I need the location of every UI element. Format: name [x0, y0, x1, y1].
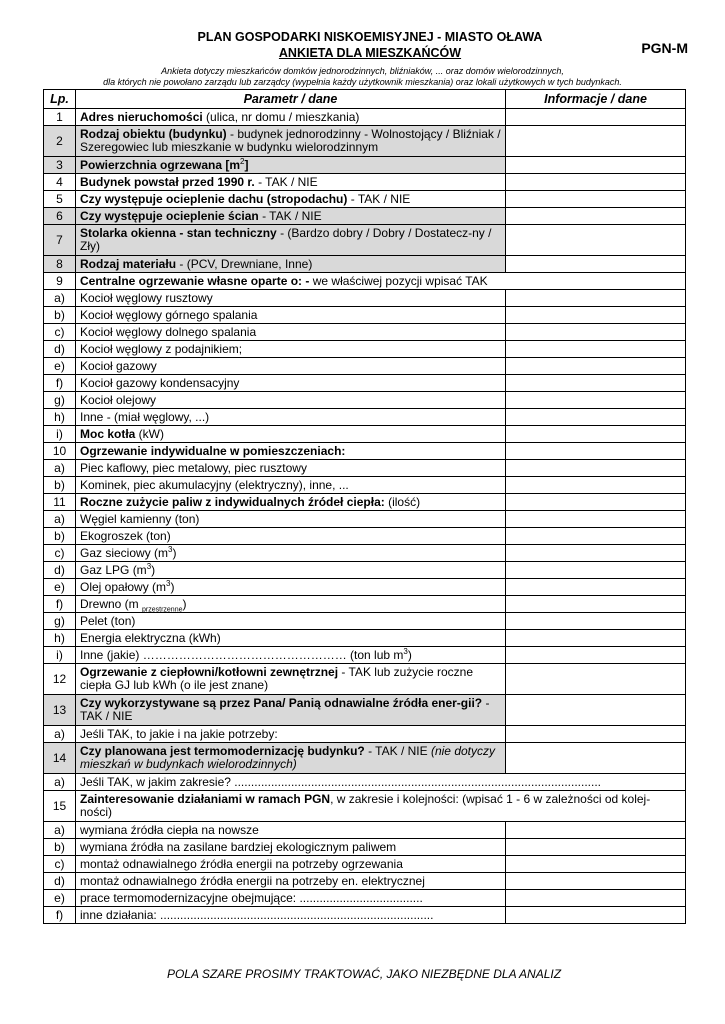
table-row — [44, 341, 686, 358]
parameter-text: Kocioł gazowy kondensacyjny — [80, 375, 240, 390]
parameter-bold-text: Moc kotła — [80, 426, 136, 441]
row-number: 3 — [44, 157, 76, 174]
row-number: h) — [44, 409, 76, 426]
table-row — [44, 873, 686, 890]
parameter-bold-text: Ogrzewanie indywidualne w pomieszczeniach: — [80, 443, 346, 458]
answer-cell[interactable] — [506, 562, 686, 579]
row-parameter — [76, 647, 506, 664]
row-parameter — [76, 191, 506, 208]
survey-body — [44, 109, 686, 924]
parameter-bold-text: Centralne ogrzewanie własne oparte o: - — [80, 273, 310, 288]
table-row — [44, 256, 686, 273]
table-row — [44, 528, 686, 545]
parameter-text: Olej opałowy (m — [80, 579, 167, 594]
answer-cell[interactable] — [506, 256, 686, 273]
row-number: g) — [44, 613, 76, 630]
parameter-text: wymiana źródła ciepła na nowsze — [80, 822, 259, 837]
table-row — [44, 273, 686, 290]
row-parameter — [76, 341, 506, 358]
row-number: b) — [44, 839, 76, 856]
parameter-bold-text: Roczne zużycie paliw z indywidualnych źródeł ciepła: — [80, 494, 385, 509]
parameter-text: wymiana źródła na zasilane bardziej ekologicznym paliwem — [80, 839, 397, 854]
row-parameter — [76, 630, 506, 647]
table-row — [44, 109, 686, 126]
parameter-text: ) — [407, 647, 412, 662]
table-row — [44, 426, 686, 443]
answer-cell[interactable] — [506, 630, 686, 647]
row-number: e) — [44, 579, 76, 596]
parameter-bold-text: Rodzaj materiału — [80, 256, 177, 271]
parameter-bold-text: Stolarka okienna - stan techniczny — [80, 226, 277, 240]
answer-cell[interactable] — [506, 545, 686, 562]
answer-cell[interactable] — [506, 579, 686, 596]
row-parameter — [76, 109, 506, 126]
note-line-1: Ankieta dotyczy mieszkańców domków jednorodzinnych, bliźniaków, ... oraz domów wielorodzinnych, — [161, 66, 564, 76]
answer-cell[interactable] — [506, 511, 686, 528]
row-parameter — [76, 256, 506, 273]
answer-cell[interactable] — [506, 477, 686, 494]
row-number: 6 — [44, 208, 76, 225]
row-parameter — [76, 528, 506, 545]
parameter-text: inne działania: .................................................................................. — [80, 907, 434, 922]
answer-cell[interactable] — [506, 664, 686, 695]
parameter-text: Energia elektryczna (kWh) — [80, 630, 221, 645]
parameter-text: (ulica, nr domu / mieszkania) — [202, 109, 360, 124]
table-row — [44, 443, 686, 460]
row-number: c) — [44, 856, 76, 873]
row-parameter — [76, 443, 506, 460]
row-number: c) — [44, 324, 76, 341]
row-number: 12 — [44, 664, 76, 695]
answer-cell[interactable] — [506, 822, 686, 839]
row-parameter — [76, 358, 506, 375]
answer-cell[interactable] — [506, 208, 686, 225]
answer-cell[interactable] — [506, 695, 686, 726]
parameter-text: montaż odnawialnego źródła energii na potrzeby en. elektrycznej — [80, 873, 425, 888]
parameter-text: Gaz LPG (m — [80, 562, 147, 577]
parameter-text: Jeśli TAK, to jakie i na jakie potrzeby: — [80, 726, 278, 741]
parameter-text: Kocioł węglowy rusztowy — [80, 290, 213, 305]
row-number: e) — [44, 358, 76, 375]
row-number: a) — [44, 726, 76, 743]
row-parameter — [76, 907, 506, 924]
table-row — [44, 225, 686, 256]
parameter-text: we właściwej pozycji wpisać TAK — [309, 273, 488, 288]
answer-cell[interactable] — [506, 528, 686, 545]
parameter-text: - (PCV, Drewniane, Inne) — [176, 256, 313, 271]
table-row — [44, 157, 686, 174]
row-number: i) — [44, 647, 76, 664]
row-number: a) — [44, 290, 76, 307]
table-row — [44, 494, 686, 511]
row-parameter — [76, 392, 506, 409]
table-row — [44, 743, 686, 774]
superscript: 3 — [166, 578, 171, 588]
parameter-text: (kW) — [135, 426, 164, 441]
row-number: 9 — [44, 273, 76, 290]
parameter-italic-text: (nie dotyczy mieszkań w budynkach wielorodzinnych) — [80, 744, 495, 771]
row-parameter — [76, 375, 506, 392]
parameter-text: ) — [151, 562, 156, 577]
parameter-bold-text: Ogrzewanie z ciepłowni/kotłowni zewnętrznej — [80, 665, 339, 679]
form-code: PGN-M — [641, 40, 688, 56]
row-parameter — [76, 545, 506, 562]
parameter-text: - TAK / NIE — [258, 208, 322, 223]
table-row — [44, 726, 686, 743]
row-parameter — [76, 307, 506, 324]
table-row — [44, 907, 686, 924]
table-row — [44, 856, 686, 873]
table-row — [44, 822, 686, 839]
answer-cell[interactable] — [506, 157, 686, 174]
row-parameter — [76, 324, 506, 341]
row-parameter — [76, 273, 686, 290]
row-number: d) — [44, 562, 76, 579]
parameter-text: Węgiel kamienny (ton) — [80, 511, 200, 526]
parameter-text: Kocioł węglowy dolnego spalania — [80, 324, 257, 339]
table-row — [44, 392, 686, 409]
row-parameter — [76, 596, 506, 613]
table-row — [44, 630, 686, 647]
row-parameter — [76, 511, 506, 528]
row-parameter — [76, 873, 506, 890]
answer-cell[interactable] — [506, 392, 686, 409]
row-parameter — [76, 562, 506, 579]
row-parameter — [76, 664, 506, 695]
row-parameter — [76, 290, 506, 307]
row-number: e) — [44, 890, 76, 907]
parameter-text: Kocioł olejowy — [80, 392, 157, 407]
row-parameter — [76, 613, 506, 630]
row-parameter — [76, 494, 506, 511]
row-number: c) — [44, 545, 76, 562]
row-number: h) — [44, 630, 76, 647]
superscript: 3 — [146, 561, 152, 571]
row-parameter — [76, 208, 506, 225]
subscript: przestrzenne — [142, 605, 183, 613]
parameter-text: Kocioł węglowy górnego spalania — [80, 307, 258, 322]
row-number: b) — [44, 528, 76, 545]
table-row — [44, 562, 686, 579]
row-number: a) — [44, 460, 76, 477]
parameter-text: Jeśli TAK, w jakim zakresie? .............................................................................................................. — [80, 774, 602, 789]
table-row — [44, 839, 686, 856]
row-parameter — [76, 822, 506, 839]
parameter-text: ) — [172, 545, 177, 560]
parameter-text: Kocioł gazowy — [80, 358, 157, 373]
answer-cell[interactable] — [506, 375, 686, 392]
table-row — [44, 307, 686, 324]
superscript: 3 — [168, 544, 173, 554]
answer-cell[interactable] — [506, 358, 686, 375]
row-number: 5 — [44, 191, 76, 208]
row-number: f) — [44, 596, 76, 613]
row-number: i) — [44, 426, 76, 443]
parameter-text: (ilość) — [384, 494, 421, 509]
answer-cell[interactable] — [506, 225, 686, 256]
row-parameter — [76, 695, 506, 726]
parameter-text: Inne - (miał węglowy, ...) — [80, 409, 210, 424]
row-parameter — [76, 856, 506, 873]
table-row — [44, 511, 686, 528]
answer-cell[interactable] — [506, 873, 686, 890]
row-parameter — [76, 225, 506, 256]
row-parameter — [76, 174, 506, 191]
row-parameter — [76, 791, 686, 822]
parameter-text: - (Bardzo dobry / Dobry / Dostatecz-ny / Zły) — [80, 226, 492, 253]
row-number: f) — [44, 907, 76, 924]
row-parameter — [76, 743, 506, 774]
table-row — [44, 358, 686, 375]
answer-cell[interactable] — [506, 290, 686, 307]
parameter-text: Pelet (ton) — [80, 613, 136, 628]
answer-cell[interactable] — [506, 460, 686, 477]
parameter-text: Inne (jakie) …………………………………………… (ton lub m — [80, 647, 404, 662]
parameter-bold-text: Czy planowana jest termomodernizację budynku? — [80, 744, 365, 758]
answer-cell[interactable] — [506, 890, 686, 907]
parameter-text: prace termomodernizacyjne obejmujące: ..................................... — [80, 890, 423, 905]
footer-note: POLA SZARE PROSIMY TRAKTOWAĆ, JAKO NIEZBĘDNE DLA ANALIZ — [166, 967, 562, 981]
answer-cell[interactable] — [506, 324, 686, 341]
row-number: a) — [44, 822, 76, 839]
answer-cell[interactable] — [506, 647, 686, 664]
table-row — [44, 664, 686, 695]
answer-cell[interactable] — [506, 443, 686, 460]
parameter-text: Kominek, piec akumulacyjny (elektryczny), inne, ... — [80, 477, 349, 492]
row-number: 13 — [44, 695, 76, 726]
parameter-text: Drewno (m — [80, 596, 143, 611]
answer-cell[interactable] — [506, 426, 686, 443]
survey-table — [43, 89, 686, 924]
row-number: 14 — [44, 743, 76, 774]
row-number: 8 — [44, 256, 76, 273]
table-row — [44, 126, 686, 157]
table-row — [44, 324, 686, 341]
table-row — [44, 208, 686, 225]
row-number: f) — [44, 375, 76, 392]
row-parameter — [76, 460, 506, 477]
parameter-bold-text: Czy występuje ocieplenie dachu (stropodachu) — [80, 191, 348, 206]
superscript: 3 — [403, 646, 408, 656]
row-number: a) — [44, 511, 76, 528]
table-row — [44, 174, 686, 191]
table-row — [44, 774, 686, 791]
parameter-text: - TAK / NIE — [254, 174, 318, 189]
parameter-text: - TAK / NIE — [364, 744, 431, 758]
answer-cell[interactable] — [506, 126, 686, 157]
parameter-text: Gaz sieciowy (m — [80, 545, 169, 560]
parameter-text: Piec kaflowy, piec metalowy, piec rusztowy — [80, 460, 307, 475]
row-number: b) — [44, 477, 76, 494]
row-number: 11 — [44, 494, 76, 511]
row-number: 15 — [44, 791, 76, 822]
answer-cell[interactable] — [506, 743, 686, 774]
row-number: a) — [44, 774, 76, 791]
answer-cell[interactable] — [506, 191, 686, 208]
table-row — [44, 613, 686, 630]
parameter-text: , w zakresie i kolejności: (wpisać 1 - 6 w zależności od kolej-ności) — [80, 792, 651, 819]
parameter-bold-text: Czy wykorzystywane są przez Pana/ Panią odnawialne źródła ener-gii? — [80, 696, 483, 710]
table-row — [44, 290, 686, 307]
row-number: 2 — [44, 126, 76, 157]
row-parameter — [76, 774, 686, 791]
parameter-bold-text: Adres nieruchomości — [80, 109, 203, 124]
row-number: 7 — [44, 225, 76, 256]
parameter-text: - TAK / NIE — [347, 191, 411, 206]
table-row — [44, 791, 686, 822]
answer-cell[interactable] — [506, 856, 686, 873]
answer-cell[interactable] — [506, 494, 686, 511]
parameter-text: ) — [182, 596, 187, 611]
table-row — [44, 596, 686, 613]
parameter-text: Ekogroszek (ton) — [80, 528, 171, 543]
parameter-bold-text: Powierzchnia ogrzewana [m — [80, 157, 241, 172]
parameter-bold-text: Zainteresowanie działaniami w ramach PGN — [80, 792, 331, 806]
table-row — [44, 579, 686, 596]
superscript: 2 — [240, 156, 245, 166]
document-subtitle: ANKIETA DLA MIESZKAŃCÓW — [278, 46, 462, 60]
parameter-bold-text: Budynek powstał przed 1990 r. — [80, 174, 255, 189]
answer-cell[interactable] — [506, 341, 686, 358]
answer-cell[interactable] — [506, 109, 686, 126]
answer-cell[interactable] — [506, 726, 686, 743]
table-row — [44, 545, 686, 562]
parameter-text: montaż odnawialnego źródła energii na potrzeby ogrzewania — [80, 856, 403, 871]
row-parameter — [76, 426, 506, 443]
table-row — [44, 647, 686, 664]
note-line-2: dla których nie powołano zarządu lub zarządcy (wypełnia każdy użytkownik mieszkania) oraz lokali użytkowych w tych budynkach. — [103, 77, 622, 87]
row-number: b) — [44, 307, 76, 324]
row-parameter — [76, 126, 506, 157]
row-number: g) — [44, 392, 76, 409]
parameter-text: - budynek jednorodzinny - Wolnostojący / Bliźniak / Szeregowiec lub mieszkanie w budynku wielorodzinnym — [80, 127, 501, 154]
parameter-bold-text: Rodzaj obiektu (budynku) — [80, 127, 227, 141]
table-header-row — [44, 90, 686, 109]
row-parameter — [76, 477, 506, 494]
parameter-text: Kocioł węglowy z podajnikiem; — [80, 341, 243, 356]
column-header-lp: Lp. — [44, 90, 76, 109]
column-header-param: Parametr / dane — [76, 90, 506, 109]
parameter-text: - TAK lub zużycie roczne ciepła GJ lub kWh (o ile jest znane) — [80, 665, 473, 692]
row-number: d) — [44, 341, 76, 358]
row-number: 10 — [44, 443, 76, 460]
document-title: PLAN GOSPODARKI NISKOEMISYJNEJ - MIASTO OŁAWA — [197, 30, 543, 44]
table-row — [44, 477, 686, 494]
table-row — [44, 409, 686, 426]
answer-cell[interactable] — [506, 174, 686, 191]
table-row — [44, 191, 686, 208]
parameter-text: ) — [170, 579, 175, 594]
table-row — [44, 695, 686, 726]
parameter-text: - TAK / NIE — [80, 696, 490, 723]
row-parameter — [76, 839, 506, 856]
answer-cell[interactable] — [506, 307, 686, 324]
table-row — [44, 375, 686, 392]
parameter-bold-text: ] — [244, 157, 249, 172]
row-parameter — [76, 890, 506, 907]
answer-cell[interactable] — [506, 907, 686, 924]
answer-cell[interactable] — [506, 839, 686, 856]
parameter-bold-text: Czy występuje ocieplenie ścian — [80, 208, 259, 223]
row-parameter — [76, 579, 506, 596]
row-number: 4 — [44, 174, 76, 191]
table-row — [44, 890, 686, 907]
row-number: d) — [44, 873, 76, 890]
row-parameter — [76, 157, 506, 174]
row-number: 1 — [44, 109, 76, 126]
answer-cell[interactable] — [506, 596, 686, 613]
row-parameter — [76, 726, 506, 743]
table-row — [44, 460, 686, 477]
row-parameter — [76, 409, 506, 426]
column-header-info: Informacje / dane — [506, 90, 686, 109]
answer-cell[interactable] — [506, 613, 686, 630]
answer-cell[interactable] — [506, 409, 686, 426]
